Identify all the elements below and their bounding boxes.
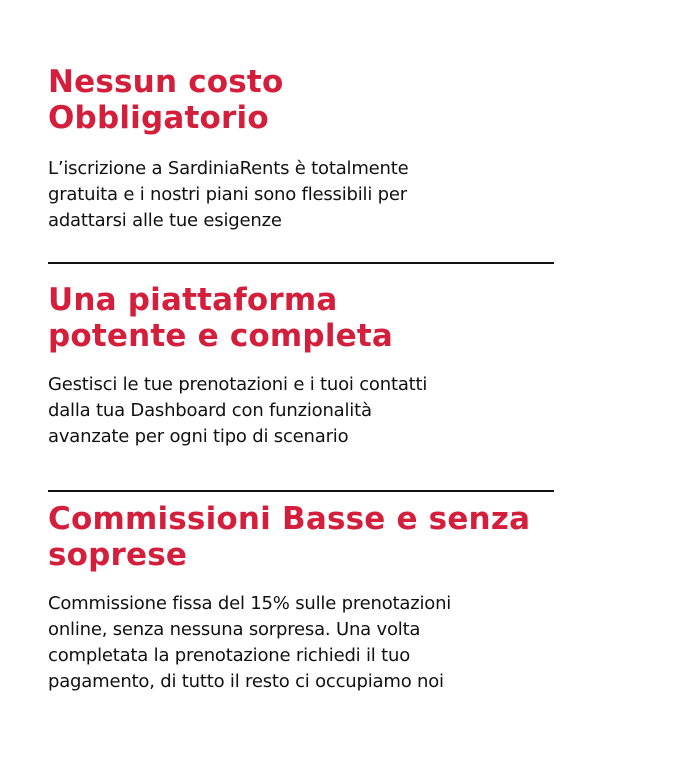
section-heading — [48, 501, 608, 573]
section-no-mandatory-cost — [48, 64, 568, 234]
heading-line: Una piattaforma — [48, 282, 338, 318]
section-heading — [48, 282, 568, 354]
section-description: L’iscrizione a SardiniaRents è totalmente gratuita e i nostri piani sono flessibili per adattarsi alle tue esigenze — [48, 158, 409, 231]
section-powerful-platform — [48, 282, 568, 450]
section-low-commissions — [48, 501, 568, 695]
section-heading — [48, 64, 568, 136]
heading-line: Commissioni Basse e senza — [48, 501, 531, 537]
section-description: Gestisci le tue prenotazioni e i tuoi contatti dalla tua Dashboard con funzionalità avanzate per ogni tipo di scenario — [48, 374, 428, 447]
section-description: Commissione fissa del 15% sulle prenotazioni online, senza nessuna sorpresa. Una volta completata la prenotazione richiedi il tuo pagamento, di tutto il resto ci occupiamo noi — [48, 593, 452, 692]
divider — [48, 490, 554, 492]
heading-line: Obbligatorio — [48, 100, 269, 136]
heading-line: potente e completa — [48, 318, 394, 354]
heading-line: Nessun costo — [48, 64, 284, 100]
divider — [48, 262, 554, 264]
heading-line: soprese — [48, 537, 188, 573]
